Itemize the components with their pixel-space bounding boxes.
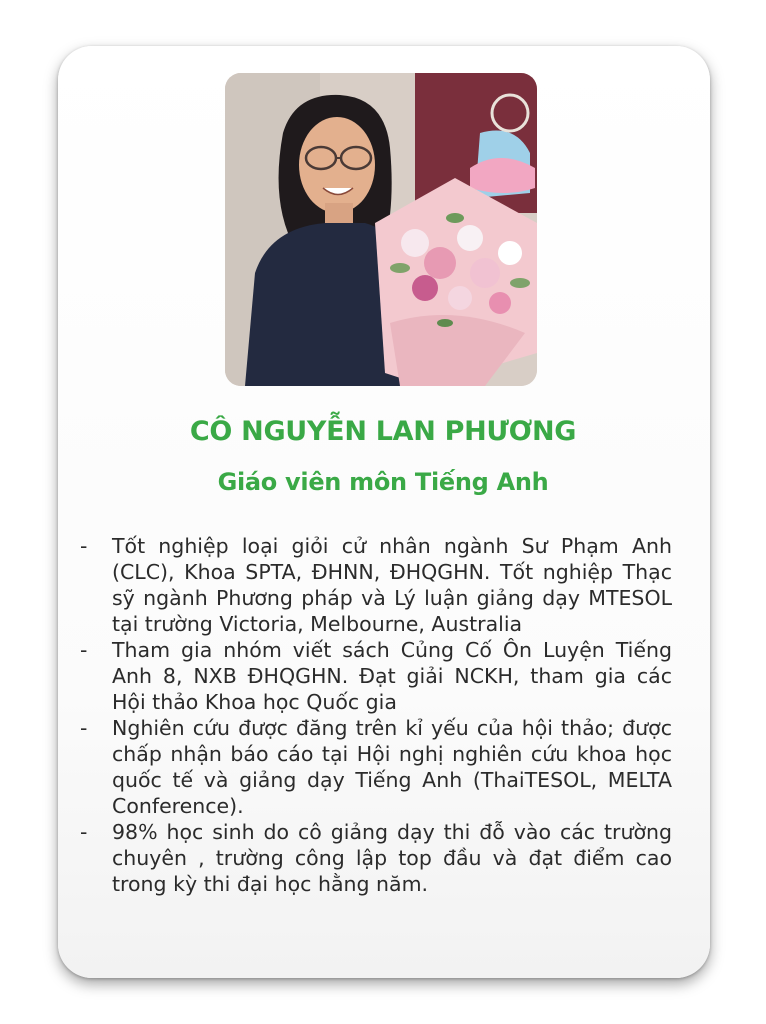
bullet-dash: - [80, 820, 88, 844]
teacher-role: Giáo viên môn Tiếng Anh [217, 468, 549, 496]
bio-item [80, 533, 672, 637]
bio-text: Tốt nghiệp loại giỏi cử nhân ngành Sư Phạm Anh (CLC), Khoa SPTA, ĐHNN, ĐHQGHN. Tốt nghiệp Thạc sỹ ngành Phương pháp và Lý luận giảng dạy MTESOL tại trường Victoria, Melbourne, Australia [112, 534, 672, 636]
bullet-dash: - [80, 638, 88, 662]
teacher-name: CÔ NGUYỄN LAN PHƯƠNG [189, 416, 577, 447]
bio-item [80, 637, 672, 715]
bullet-dash: - [80, 534, 88, 558]
bio-text: Nghiên cứu được đăng trên kỉ yếu của hội thảo; được chấp nhận báo cáo tại Hội nghị nghiên cứu khoa học quốc tế và giảng dạy Tiếng Anh (ThaiTESOL, MELTA Conference). [112, 716, 672, 818]
bio-text: 98% học sinh do cô giảng dạy thi đỗ vào các trường chuyên , trường công lập top đầu và đạt điểm cao trong kỳ thi đại học hằng năm. [112, 820, 672, 896]
bio-item [80, 715, 672, 819]
teacher-photo [225, 73, 537, 386]
bullet-dash: - [80, 716, 88, 740]
bio-text: Tham gia nhóm viết sách Củng Cố Ôn Luyện Tiếng Anh 8, NXB ĐHQGHN. Đạt giải NCKH, tham gia các Hội thảo Khoa học Quốc gia [112, 638, 672, 714]
bio-item [80, 819, 672, 897]
bio-list [80, 533, 672, 897]
